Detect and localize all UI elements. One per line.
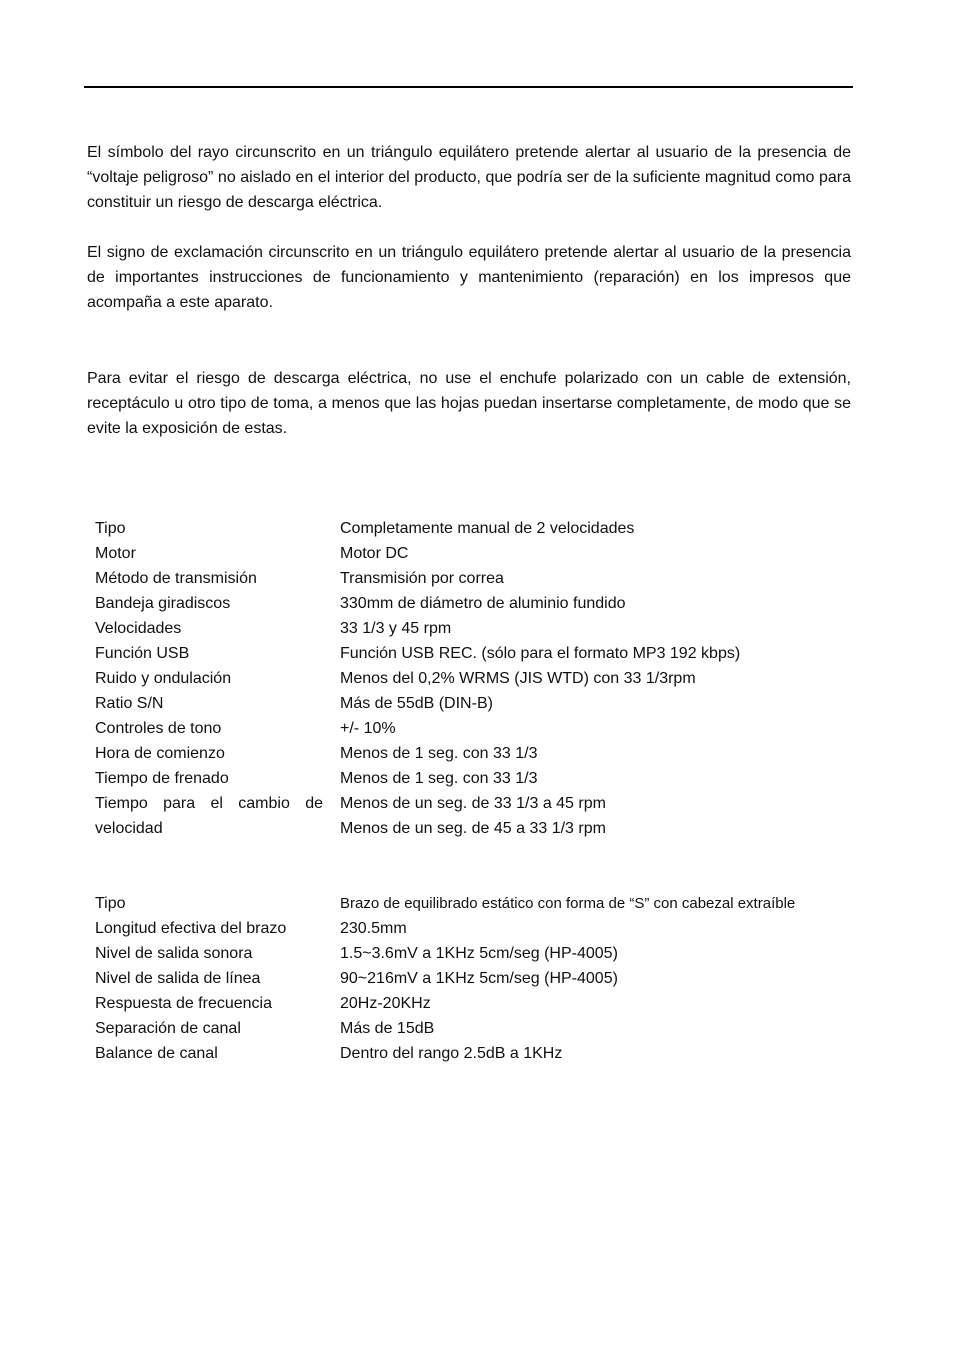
spec-label: Nivel de salida sonora [95, 945, 253, 962]
spec-value: Motor DC [340, 545, 409, 562]
spec-label: Hora de comienzo [95, 745, 225, 762]
turntable-spec-table [95, 516, 815, 841]
spec-value: 330mm de diámetro de aluminio fundido [340, 595, 626, 612]
spec-value: 90~216mV a 1KHz 5cm/seg (HP-4005) [340, 970, 618, 987]
spec-value: Completamente manual de 2 velocidades [340, 520, 635, 537]
spec-value: 230.5mm [340, 920, 407, 937]
spec-label: Ratio S/N [95, 695, 164, 712]
spec-value: Dentro del rango 2.5dB a 1KHz [340, 1045, 563, 1062]
exclamation-symbol-paragraph: El signo de exclamación circunscrito en un triángulo equilátero pretende alertar al usuario de la presencia de importantes instrucciones de funcionamiento y mantenimiento (reparación) en los impresos que acompaña a este aparato. [87, 244, 851, 311]
spec-value-line: Menos de un seg. de 45 a 33 1/3 rpm [340, 820, 606, 837]
spec-value: Transmisión por correa [340, 570, 504, 587]
spec-row-tonearm-type [95, 891, 815, 916]
spec-row [95, 1016, 815, 1041]
spec-row [95, 666, 815, 691]
lightning-symbol-paragraph: El símbolo del rayo circunscrito en un triángulo equilátero pretende alertar al usuario de la presencia de “voltaje peligroso” no aislado en el interior del producto, que podría ser de la suficiente magnitud como para constituir un riesgo de descarga eléctrica. [87, 144, 851, 211]
spec-label: Respuesta de frecuencia [95, 995, 272, 1012]
spec-value: Brazo de equilibrado estático con forma de “S” con cabezal extraíble [340, 895, 796, 912]
spec-row [95, 916, 815, 941]
spec-value: Más de 15dB [340, 1020, 435, 1037]
top-rule [84, 86, 853, 88]
spec-row [95, 591, 815, 616]
tonearm-spec-table [95, 891, 815, 1066]
spec-label: Motor [95, 545, 136, 562]
spec-value: 20Hz-20KHz [340, 995, 431, 1012]
spec-label: Tiempo para el cambio de velocidad [95, 795, 323, 837]
spec-row [95, 966, 815, 991]
spec-row [95, 941, 815, 966]
spec-value: +/- 10% [340, 720, 396, 737]
spec-label: Tipo [95, 520, 126, 537]
polarized-plug-paragraph: Para evitar el riesgo de descarga eléctrica, no use el enchufe polarizado con un cable de extensión, receptáculo u otro tipo de toma, a menos que las hojas puedan insertarse completamente, de modo que se evite la exposición de estas. [87, 370, 851, 437]
spec-label: Bandeja giradiscos [95, 595, 231, 612]
spec-row [95, 566, 815, 591]
spec-value: 33 1/3 y 45 rpm [340, 620, 452, 637]
spec-label: Nivel de salida de línea [95, 970, 261, 987]
spec-value: Más de 55dB (DIN-B) [340, 695, 493, 712]
spec-label: Separación de canal [95, 1020, 241, 1037]
spec-row [95, 641, 815, 666]
spec-value-line: Menos de un seg. de 33 1/3 a 45 rpm [340, 795, 606, 812]
spec-label: Tipo [95, 895, 126, 912]
spec-row [95, 516, 815, 541]
spec-row [95, 716, 815, 741]
spec-label: Longitud efectiva del brazo [95, 920, 287, 937]
spec-label: Función USB [95, 645, 190, 662]
spec-value: Menos de 1 seg. con 33 1/3 [340, 745, 538, 762]
spec-label: Controles de tono [95, 720, 222, 737]
spec-row [95, 991, 815, 1016]
spec-row [95, 741, 815, 766]
spec-row-speed-change [95, 791, 815, 841]
spec-label: Velocidades [95, 620, 182, 637]
spec-row [95, 541, 815, 566]
spec-row [95, 691, 815, 716]
spec-label: Balance de canal [95, 1045, 218, 1062]
spec-value: Menos del 0,2% WRMS (JIS WTD) con 33 1/3rpm [340, 670, 696, 687]
spec-label: Tiempo de frenado [95, 770, 229, 787]
spec-label: Ruido y ondulación [95, 670, 232, 687]
spec-row [95, 616, 815, 641]
spec-value: 1.5~3.6mV a 1KHz 5cm/seg (HP-4005) [340, 945, 618, 962]
spec-row [95, 766, 815, 791]
spec-label: Método de transmisión [95, 570, 257, 587]
spec-value: Función USB REC. (sólo para el formato MP3 192 kbps) [340, 645, 741, 662]
spec-row [95, 1041, 815, 1066]
spec-value: Menos de 1 seg. con 33 1/3 [340, 770, 538, 787]
spec-value [340, 791, 815, 841]
